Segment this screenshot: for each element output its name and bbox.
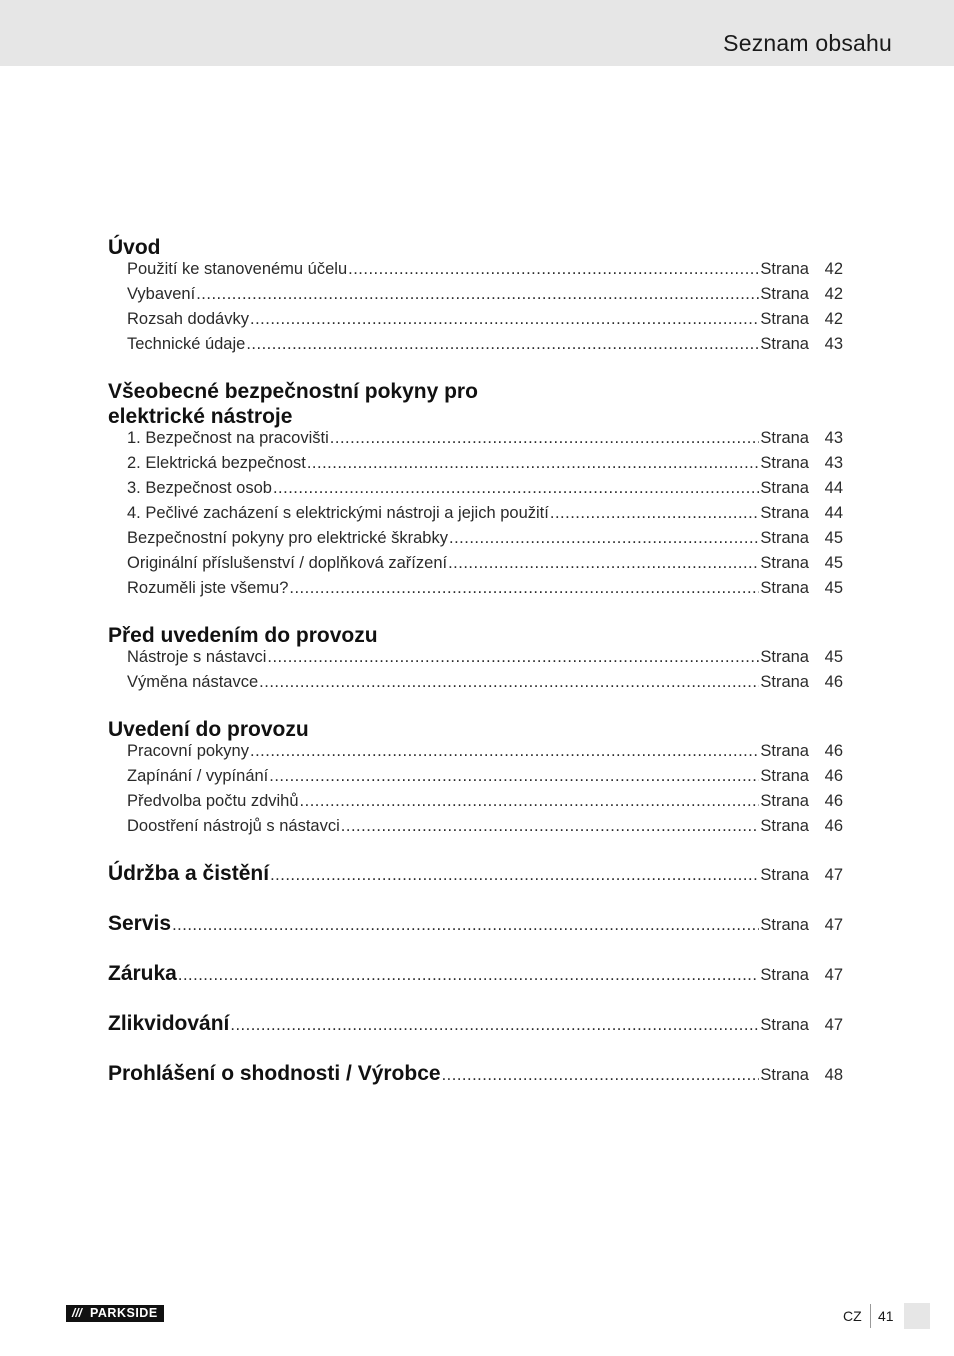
entry-page: 44	[824, 479, 843, 497]
entry-strana: Strana	[760, 335, 809, 353]
leader-dots	[341, 817, 760, 836]
entry-label: 2. Elektrická bezpečnost	[127, 454, 306, 472]
toc-entry[interactable]	[108, 479, 843, 504]
section-title: Záruka	[108, 962, 177, 985]
entry-page: 47	[824, 1016, 843, 1034]
entry-strana: Strana	[760, 767, 809, 785]
toc-entry[interactable]	[108, 335, 843, 360]
leader-dots	[289, 579, 759, 598]
entry-label: Bezpečnostní pokyny pro elektrické škrabky	[127, 529, 448, 547]
leader-dots	[442, 1066, 760, 1085]
footer-grey-box	[904, 1303, 930, 1329]
leader-dots	[196, 285, 759, 304]
entry-strana: Strana	[760, 579, 809, 597]
entry-page: 45	[824, 579, 843, 597]
entry-page: 44	[824, 504, 843, 522]
entry-label: Technické údaje	[127, 335, 246, 353]
page-title: Seznam obsahu	[723, 30, 892, 56]
logo-slashes: ///	[66, 1305, 88, 1322]
toc-single-entry[interactable]	[108, 961, 843, 1011]
leader-dots	[250, 742, 759, 761]
entry-page: 46	[824, 792, 843, 810]
toc-entry[interactable]	[108, 310, 843, 335]
leader-dots	[348, 260, 759, 279]
section-title: Uvedení do provozu	[108, 718, 309, 741]
leader-dots	[230, 1016, 759, 1035]
entry-page: 48	[824, 1066, 843, 1084]
toc-entry[interactable]	[108, 742, 843, 767]
leader-dots	[267, 648, 759, 667]
toc-entry[interactable]	[108, 260, 843, 285]
entry-strana: Strana	[760, 1066, 809, 1084]
toc-entry[interactable]	[108, 579, 843, 604]
entry-strana: Strana	[760, 454, 809, 472]
entry-page: 46	[824, 673, 843, 691]
entry-strana: Strana	[760, 504, 809, 522]
leader-dots	[172, 916, 759, 935]
entry-label: Použití ke stanovenému účelu	[127, 260, 348, 278]
section-title: Úvod	[108, 236, 161, 259]
leader-dots	[307, 454, 760, 473]
toc-entry[interactable]	[108, 529, 843, 554]
entry-strana: Strana	[760, 817, 809, 835]
parkside-logo	[66, 1305, 178, 1322]
entry-page: 45	[824, 554, 843, 572]
entry-strana: Strana	[760, 310, 809, 328]
toc-entry[interactable]	[108, 504, 843, 529]
entry-label: Pracovní pokyny	[127, 742, 249, 760]
language-code: CZ	[843, 1308, 862, 1324]
page-number: 41	[878, 1308, 894, 1324]
footer-divider	[870, 1304, 871, 1328]
toc-entry[interactable]	[108, 792, 843, 817]
entry-page: 45	[824, 648, 843, 666]
entry-strana: Strana	[760, 1016, 809, 1034]
toc-entry[interactable]	[108, 673, 843, 698]
entry-strana: Strana	[760, 429, 809, 447]
logo-text: PARKSIDE	[88, 1305, 164, 1322]
entry-strana: Strana	[760, 529, 809, 547]
toc-section-uvedeni	[108, 717, 843, 842]
leader-dots	[448, 554, 759, 573]
section-title: Před uvedením do provozu	[108, 624, 378, 647]
leader-dots	[330, 429, 760, 448]
leader-dots	[300, 792, 760, 811]
section-title: Zlikvidování	[108, 1012, 230, 1035]
entry-page: 42	[824, 310, 843, 328]
toc-entry[interactable]	[108, 454, 843, 479]
entry-label: Vybavení	[127, 285, 196, 303]
entry-strana: Strana	[760, 966, 809, 984]
entry-page: 43	[824, 454, 843, 472]
leader-dots	[246, 335, 759, 354]
toc-entry[interactable]	[108, 285, 843, 310]
section-title-line2: elektrické nástroje	[108, 405, 293, 428]
section-title: Všeobecné bezpečnostní pokyny pro	[108, 380, 478, 403]
toc-entry[interactable]	[108, 648, 843, 673]
toc-single-entry[interactable]	[108, 911, 843, 961]
leader-dots	[250, 310, 759, 329]
entry-strana: Strana	[760, 916, 809, 934]
entry-strana: Strana	[760, 742, 809, 760]
toc-entry[interactable]	[108, 817, 843, 842]
entry-strana: Strana	[760, 285, 809, 303]
entry-page: 46	[824, 767, 843, 785]
entry-label: Rozuměli jste všemu?	[127, 579, 289, 597]
entry-label: Nástroje s nástavci	[127, 648, 267, 666]
entry-page: 43	[824, 429, 843, 447]
entry-strana: Strana	[760, 792, 809, 810]
toc-section-bezpecnost	[108, 379, 843, 604]
section-title: Údržba a čistění	[108, 862, 270, 885]
table-of-contents	[108, 235, 843, 1111]
entry-label: Originální příslušenství / doplňková zařízení	[127, 554, 448, 572]
entry-label: Zapínání / vypínání	[127, 767, 269, 785]
entry-strana: Strana	[760, 673, 809, 691]
toc-entry[interactable]	[108, 554, 843, 579]
toc-single-entry[interactable]	[108, 1011, 843, 1061]
toc-single-entry[interactable]	[108, 1061, 843, 1111]
entry-strana: Strana	[760, 648, 809, 666]
entry-label: Výměna nástavce	[127, 673, 259, 691]
entry-page: 45	[824, 529, 843, 547]
entry-page: 43	[824, 335, 843, 353]
entry-page: 42	[824, 285, 843, 303]
entry-strana: Strana	[760, 866, 809, 884]
entry-strana: Strana	[760, 260, 809, 278]
entry-strana: Strana	[760, 554, 809, 572]
leader-dots	[259, 673, 759, 692]
entry-label: 4. Pečlivé zacházení s elektrickými nástroji a jejich použití	[127, 504, 549, 522]
entry-label: Rozsah dodávky	[127, 310, 249, 328]
toc-section-uvod	[108, 235, 843, 360]
entry-label: Předvolba počtu zdvihů	[127, 792, 299, 810]
entry-label: 3. Bezpečnost osob	[127, 479, 272, 497]
entry-page: 46	[824, 817, 843, 835]
section-title: Prohlášení o shodnosti / Výrobce	[108, 1062, 441, 1085]
entry-label: Doostření nástrojů s nástavci	[127, 817, 340, 835]
leader-dots	[273, 479, 759, 498]
entry-page: 47	[824, 866, 843, 884]
leader-dots	[270, 866, 759, 885]
entry-strana: Strana	[760, 479, 809, 497]
leader-dots	[178, 966, 760, 985]
leader-dots	[550, 504, 760, 523]
leader-dots	[269, 767, 759, 786]
entry-label: 1. Bezpečnost na pracovišti	[127, 429, 329, 447]
section-title: Servis	[108, 912, 172, 935]
entry-page: 42	[824, 260, 843, 278]
toc-section-pred-uvedenim	[108, 623, 843, 698]
toc-single-entry[interactable]	[108, 861, 843, 911]
entry-page: 47	[824, 916, 843, 934]
entry-page: 46	[824, 742, 843, 760]
leader-dots	[449, 529, 759, 548]
toc-entry[interactable]	[108, 767, 843, 792]
toc-entry[interactable]	[108, 429, 843, 454]
entry-page: 47	[824, 966, 843, 984]
